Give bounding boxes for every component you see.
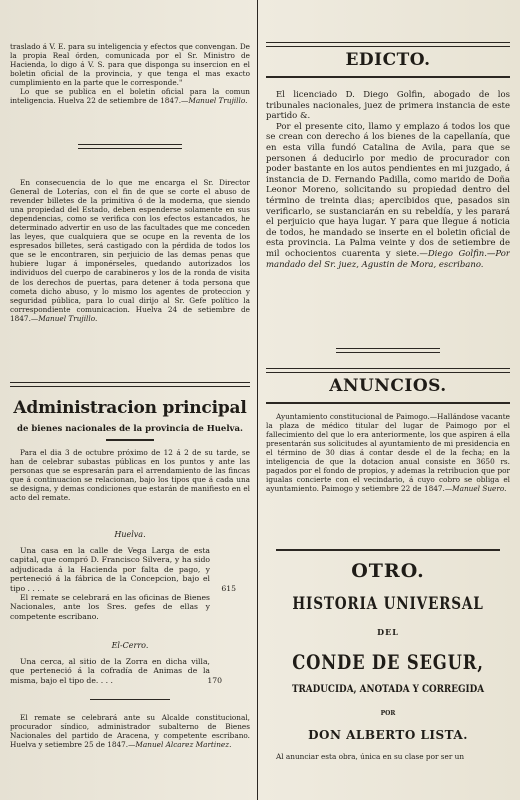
last-line [266,752,510,761]
conde-title: CONDE DE SEGUR, [292,650,484,674]
place-heading: El-Cerro. [111,641,149,650]
place-heading: Huelva. [114,530,146,539]
traducida-line: TRADUCIDA, ANOTADA Y CORREGIDA [291,684,485,695]
final-paragraph [10,713,250,749]
loterias-text: En consecuencia de lo que me encarga el Sr. Director General de Loterías, con el fin de que se corte el abuso de revender billetes de la primitiva ó de la moderna, que siendo una propiedad del Estado, deben espenderse solamente en sus dependencias, como se verifica con los efectos estancados, he determinado advertir en uso de las facultades que me conceden las leyes, que cualquiera que se ocupe en la reventa de los espresados billetes, será castigado con la pérdida de todos los que se le encontraren, sin perjuicio de las demas penas que hubiere lugar á imponérseles, quedando autorizados los individuos del cuerpo de carabineros y los de la ronda de visita de los derechos de puertas, para detener á toda persona que cometa dicho abuso, y lo mismo los agentes de proteccion y seguridad pública, para lo cual dirijo al Sr. Gefe político la correspondiente comunicacion. Huelva 24 de setiembre de 1847.— [10,178,250,323]
edicto-paragraph [266,122,510,270]
anuncio-paragraph [266,412,510,493]
short-divider [336,348,440,353]
admin-title: Administracion principal [13,398,247,418]
edicto-intro: El licenciado D. Diego Golfin, abogado de los tribunales nacionales, juez de primera instancia de este partido &. [266,90,510,122]
lot-text: Una casa en la calle de Vega Larga de esta capital, que compró D. Francisco Silvera, y ha sido adjudicada á la Hacienda por falta de pago, y perteneció á la fábrica de la Concepcion, bajo el tipo . . . . [10,546,210,593]
final-text: El remate se celebrará ante su Alcalde constitucional, procurador síndico, administrador subalterno de Bienes Nacionales del partido de Aracena, y competente escribano. Huelva y setiembre 25 de 1847.— [10,713,250,750]
lot-huelva [10,546,250,621]
publication-text: Lo que se publica en el boletin oficial para la comun inteligencia. Huelva 22 de setiembre de 1847.— [10,87,250,106]
real-orden-notice [10,42,250,105]
short-divider [106,439,154,441]
por-label: POR [380,710,396,717]
section-divider [266,402,510,404]
section-divider [266,76,510,78]
short-divider [78,144,182,149]
historia-title: HISTORIA UNIVERSAL [292,594,484,614]
edicto-title: EDICTO. [345,50,431,70]
left-column [10,0,250,800]
signature: Manuel Suero. [452,484,507,494]
right-column [266,0,510,800]
admin-intro-paragraph: Para el dia 3 de octubre próximo de 12 á 2 de su tarde, se han de celebrar subastas públicas en los puntos y ante las personas que se espresarán para el arrendamiento de las fincas que á continuacion se relacionan, bajo los tipos que á cada una se designa, y demas condiciones que estarán de manifiesto en el acto del remate. [10,448,250,503]
signature: Manuel Alcarez Martinez. [135,740,232,750]
edicto-body [266,90,510,270]
lista-name: DON ALBERTO LISTA. [308,728,468,742]
anuncio-text: Ayuntamiento constitucional de Paimogo.—Hallándose vacante la plaza de médico titular del lugar de Paimogo por el fallecimiento del que lo era anteriormente, los que aspiren á ella presentarán sus solicitudes al ayuntamiento de mi presidencia en el término de 30 dias á contar desde el de la fecha; en la inteligencia de que la dotacion anual consiste en 3650 rs. pagados por el fondo de propios, y ademas la retribucion que por igualas concierte con el vecindario, á cuyo cobro se obliga el ayuntamiento. Paimogo y setiembre 22 de 1847.— [266,412,510,494]
section-divider [276,549,500,551]
column-divider [257,0,258,800]
del-label: DEL [377,627,399,637]
loterias-paragraph [10,178,250,323]
lot-description [10,546,250,593]
signature: Manuel Trujillo. [38,313,98,323]
admin-subtitle: de bienes nacionales de la provincia de Huelva. [17,424,243,434]
section-divider [266,368,510,373]
real-orden-paragraph: traslado á V. E. para su inteligencia y efectos que convengan. De la propia Real órden, comunicada por el Sr. Ministro de Hacienda, lo digo á V. S. para que disponga su insercion en el boletin oficial de la provincia, y que tenga el mas exacto cumplimiento en la parte que le corresponde." [10,42,250,88]
final-notice [10,713,250,749]
short-divider [90,699,170,700]
otro-title: OTRO. [351,560,425,582]
lot-price: 170 [207,675,222,685]
lot-el-cerro [10,657,250,685]
publication-paragraph [10,87,250,105]
loterias-notice [10,178,250,323]
signature: Manuel Trujillo. [188,96,248,106]
section-divider [10,382,250,387]
admin-intro [10,448,250,502]
anuncios-title: ANUNCIOS. [329,376,447,396]
section-divider [266,42,510,47]
lot-description [10,657,250,685]
lot-note: El remate se celebrará en las oficinas de Bienes Nacionales, ante los Sres. gefes de ellas y competente escribano. [10,593,210,621]
lot-text: Una cerca, al sitio de la Zorra en dicha villa, que perteneció á la cofradía de Animas de la misma, bajo el tipo de. . . . [10,657,210,685]
lot-price: 615 [221,583,236,593]
edicto-text: Por el presente cito, llamo y emplazo á todos los que se crean con derecho á los bienes de la capellanía, que en esta villa fundó Catalina de Avila, para que se personen á deducirlo por medio de procurador con poder bastante en los autos pendientes en mi juzgado, á instancia de D. Fernando Padilla, como marido de Doña Leonor Moreno, solicitando su propiedad dentro del término de treinta dias; apercibidos que, pasados sin verificarlo, se sustanciarán en su rebeldía, y les parará el perjuicio que haya lugar. Y para que llegue á noticia de todos, he mandado se inserte en el boletin oficial de esta provincia. La Palma veinte y dos de setiembre de mil ochocientos cuarenta y siete.— [266,121,510,259]
signature: Diego Golfin.—Por mandado del Sr. juez, Agustin de Mora, escribano. [266,248,510,270]
anuncio-body [266,412,510,493]
last-line-text: Al anunciar esta obra, única en su clase por ser un [276,752,465,761]
